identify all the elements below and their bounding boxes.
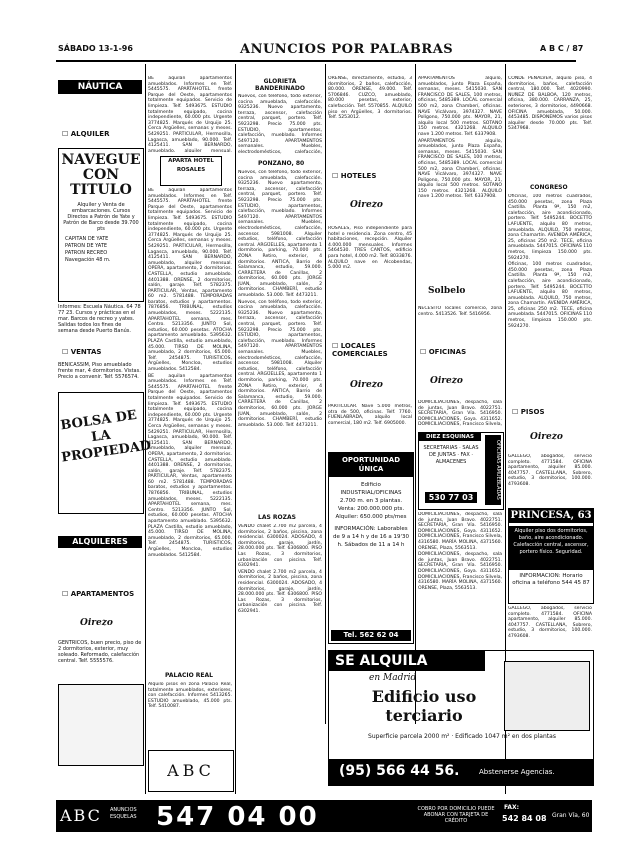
diez-body: SECRETARIAS · SALAS DE JUNTAS · FAX · ALMACENES — [423, 445, 479, 465]
bottom-info: COBRO POR DOMICILIO PUEDE ABONAR CON TARJETA DE CRÉDITO — [417, 806, 495, 824]
diez-title: DIEZ ESQUINAS — [419, 433, 481, 441]
ad-text-c3: Nuevos, con teléfono, todo exterior, cocina amueblada, calefacción. 9325236. Nuevo apartamento, terraza, ascensor, calefacción central, parquet, portero. Telf. 5923298. Precio 75.000 pts. ESTUDIO, apartamentos, calefacción, mueblado. Informes 5497120. APARTAMENTOS semanales. Muebles, electrodomésticos, calefacción, — [238, 94, 322, 154]
bottom-label: ANUNCIOS ESQUELAS — [110, 807, 137, 820]
section-alquiler-label: ALQUILER — [70, 130, 110, 138]
section-ventas: ☐ VENTAS — [62, 348, 102, 356]
column-6-mid — [508, 194, 592, 394]
ad-text-c6a: CONDE PEÑALVER, alquilo piso, 4 dormitorios, baños, calefacción central, 180.000. Telf. 4020990. NUÑEZ DE BALBOA, 120 metros, oficina, 380.000. CARRANZA, 25, exteriores, 3 dormitorios, 4490668. OFICINA amueblada, 50.000. 4453485. DISPONEMOS varios pisos alquiler desde 70.000 pts. Telf. 5347968. — [508, 76, 592, 132]
section-hoteles: ☐ HOTELES — [332, 172, 377, 180]
navegue-item: PATRON RECREO — [65, 250, 108, 256]
oportunidad-title: OPORTUNIDAD ÚNICA — [329, 453, 413, 477]
ad-text-c2-cont2: BE aquilan apartamentos amueblados. Informes en Telf. 5445575. APARTAHOTEL frente Parque del Oeste, apartamentos totalmente equipados. Servicio de limpieza. Telf. 5493675. ESTUDIO totalmente equipado, cocina independiente, 60.000 pts. Urgente 3774825. Marqués de Urquijo 25. Cerca Argüelles, semanas y meses. 5429251. PARTICULAR, Hermosilla, Lagasca, amueblado, 90.000. Telf. 4125411. SAN BERNARDO, amueblado, alquiler mensual. OPERA, apartamento, 2 dormitorios. CASTELLA, estudio amueblado. 4401388. ORENSE, 2 dormitorios, salón, garaje. Telf. 5782375. PARTICULAR, Ventas, apartamento 60 m2. 5781488. TEMPORADAS baratos, estudios y apartamentos. 7876856. TRIBUNAL, estudios amueblados, meses. 5222135. APARTAHOTEL semana, mes. Centro. 5213356. JUNTO Sol, estudios, 60.000 pesetas. ATOCHA apartamento amueblado. 5395632. PLAZA Castilla, estudio amueblado, 45.000. TIRSO DE MOLINA, amueblado, 2 dormitorios, 65.000. Telf. 2454875. TURISTICOS, Argüelles, Moncloa, estudios amueblados. 5412584. — [148, 373, 232, 558]
oirezo-logo: Oirezo — [350, 380, 383, 390]
ad-text-c3b-cont: VENDO chalet 2.700 m2 parcela, 4 dormitorios, 2 baños, piscina, zona residencial. 6300024. ADOSADO, 4 dormitorios, garaje, jardín, 28.000.000 pts. Telf. 6306800. PISO Las Rozas, 3 dormitorios, urbanización con piscina. Telf. 6302941. — [238, 569, 322, 614]
column-5-oficinas — [418, 400, 502, 426]
alquila-tail: Abstenerse Agencias. — [479, 768, 555, 776]
ad-text-c1c: GENTRICOS, buen precio, piso de 2 dormitorios, exterior, muy soleado. Reformado, calefacción central. Telf. 5555576. — [58, 640, 142, 664]
column-6-top — [508, 76, 592, 172]
ad-text-c5c: DOMICILIACIONES, despacho, sala de juntas, Juan Bravo. 4022751. SECRETARIA, Gran Vía. 5416950. DOMICILIACIONES, Goya. 4311652. DOMICILIACIONES, Francisco Silvela, — [418, 400, 502, 426]
princesa-title: PRINCESA, 63 — [510, 510, 592, 521]
bolsa-title: BOLSA DE LA PROPIEDAD — [59, 407, 153, 466]
header-date: SÁBADO 13-1-96 — [58, 44, 133, 53]
column-3-rozas — [238, 524, 322, 724]
ad-text-c5b: NECESITO locales comercio, zona centro. 5413526. Telf. 5416956. — [418, 306, 502, 317]
section-locales-label: LOCALES COMERCIALES — [332, 342, 388, 358]
bottom-fax-label: FAX: — [504, 804, 520, 811]
ad-text-c1b: BENICASSIM, Piso amueblado frente mar, 4 dormitorios. Vistas. Precio a convenir. Telf. 5576574. — [58, 362, 141, 380]
ad-text-c2: BE aquilan apartamentos amueblados. Informes en Telf. 5445575. APARTAHOTEL frente Parque del Oeste, apartamentos totalmente equipados. Servicio de limpieza. Telf. 5493675. ESTUDIO totalmente equipado, cocina independiente, 60.000 pts. Urgente 3774825. Marqués de Urquijo 25. Cerca Argüelles, semanas y meses. 5429251. PARTICULAR, Hermosilla, Lagasca, amueblado, 90.000. Telf. 4125411. SAN BERNARDO, amueblado, alquiler mensual. — [148, 76, 232, 152]
section-pisos-label: PISOS — [520, 408, 545, 416]
oportunidad-phone: Tel. 562 62 04 — [331, 630, 411, 641]
ad-text-c3-cont2: Nuevos, con teléfono, todo exterior, cocina amueblada, calefacción. 9325236. Nuevo apartamento, terraza, ascensor, calefacción central, parquet, portero. Telf. 5923298. Precio 75.000 pts. ESTUDIO, apartamentos, calefacción, mueblado. Informes 5497120. APARTAMENTOS semanales. Muebles, electrodomésticos, calefacción, ascensor. 5981008. Alquiler estudios, teléfono, calefacción central. ARGÜELLES, apartamento 1 dormitorio, parking, 70.000 pts. ZONA Retiro, exterior, 4 dormitorios. ANTICA, Barrio de Salamanca, estudio, 59.000. CARRETERA de Canillas, 2 dormitorios, 60.000 pts. JORGE JUAN, amueblado, salón, 2 dormitorios. CHAMBERÍ, estudio amueblado. 53.000. Telf. 4473211. — [238, 299, 322, 428]
location-map-image — [504, 661, 590, 731]
ad-text-c4c: PARTICULAR. Nave 5.000 metros, otra de 500, oficinas. Telf. 7760. FUENLABRADA, alquilo local comercial, 180 m2. Telf. 6905000. — [328, 404, 412, 426]
ad-text-c6b-cont: Oficinas, 100 metros cuadrados, 450.000 pesetas, zona Plaza Castilla. Planta 9ª, 150 m2, calefacción, aire acondicionado, portero. Telf. 5495244. BOCETTO LAFUENTE, alquilo 80 metros, amueblada. ALQUILO, 750 metros, zona Chamartín. AVENIDA AMÉRICA, 25, oficinas 250 m2. TECE, oficina amueblada. 5447015. OFICINAS 110 metros, limpieza 150.000 pts. 5924270. — [508, 262, 592, 329]
diez-phone: 530 77 03 — [425, 492, 477, 503]
alquila-phone: (95) 566 44 56. — [339, 763, 460, 779]
section-ponzano: PONZANO, 80 — [258, 160, 305, 167]
oportunidad-info: INFORMACIÓN: Laborables de 9 a 14 h y de 16 a 19'30 h. Sábados de 11 a 14 h — [333, 526, 409, 548]
alquila-subtitle: en Madrid — [369, 673, 417, 683]
princesa-body: Alquiler piso dos dormitorios, baño, aire acondicionado. Calefacción central, ascensor, portero físico. Seguridad. — [509, 526, 593, 570]
column-divider — [325, 64, 326, 724]
oficinas-vertical: OFICINAS AMUEBLADAS — [485, 435, 501, 505]
column-3-top — [238, 94, 322, 154]
section-oficinas-label: OFICINAS — [428, 348, 467, 356]
column-2-top — [148, 76, 232, 152]
section-glorieta: GLORIETA BANDERINADO — [255, 78, 305, 92]
alquila-main: Edificio uso terciario — [371, 687, 477, 725]
section-apartamentos-label: APARTAMENTOS — [70, 590, 135, 598]
bottom-tail: Gran Vía, 60 — [552, 812, 590, 819]
column-divider — [145, 64, 146, 794]
ad-text-c6c: GALLEGO, abogados, servicio completo. 4771584. OFICINA apartamento, alquiler 85.000. 4047757. CASTELLANA, Sobrero, estudio, 3 dormitorios, 100.000. 4793608. — [508, 454, 592, 487]
section-alquiler: ☐ ALQUILER — [62, 130, 110, 138]
oportunidad-body: Edificio INDUSTRIAL/OFICINAS 2.700 m. en 3 plantas. Venta: 200.000.000 pts. Alquiler: 650.000 pts/mes — [335, 482, 407, 520]
section-pisos: ☐ PISOS — [512, 408, 545, 416]
princesa-info: INFORMACIÓN: Horario oficina a teléfono 544 45 87 — [512, 573, 590, 586]
oirezo-logo: Oirezo — [350, 200, 383, 210]
column-3-body — [238, 170, 322, 510]
column-4-top — [328, 76, 412, 160]
section-locales: ☐ LOCALES COMERCIALES — [332, 342, 388, 358]
navegue-item: PATRON DE YATE — [65, 243, 108, 249]
se-alquila-ad — [328, 650, 594, 786]
navegue-item: CAPITAN DE YATE — [65, 236, 109, 242]
column-divider — [415, 64, 416, 724]
abc-logo: ABC — [148, 750, 234, 792]
oirezo-logo: Oirezo — [530, 432, 563, 442]
section-congreso: CONGRESO — [530, 184, 568, 191]
ad-text-c3-cont: Nuevos, con teléfono, todo exterior, cocina amueblada, calefacción. 9325236. Nuevo apartamento, terraza, ascensor, calefacción central, parquet, portero. Telf. 5923298. Precio 75.000 pts. ESTUDIO, apartamentos, calefacción, mueblado. Informes 5497120. APARTAMENTOS semanales. Muebles, electrodomésticos, calefacción, ascensor. 5981008. Alquiler estudios, teléfono, calefacción central. ARGÜELLES, apartamento 1 dormitorio, parking, 70.000 pts. ZONA Retiro, exterior, 4 dormitorios. ANTICA, Barrio de Salamanca, estudio, 59.000. CARRETERA de Canillas, 2 dormitorios, 60.000 pts. JORGE JUAN, amueblado, salón, 2 dormitorios. CHAMBERÍ, estudio amueblado. 53.000. Telf. 4473211. — [238, 170, 322, 299]
alquila-title: SE ALQUILA — [329, 651, 485, 671]
column-6-bottom — [508, 606, 592, 646]
column-5-top — [418, 76, 502, 276]
bottom-banner — [56, 800, 592, 832]
ad-text-c4b: ROSALES, Piso independiente para hotel o residencia. Zona centro, 45 habitaciones, recepción. Alquiler 4.000.000 mensuales. Informes 5464530. TRES CANTOS, edificio para hotel, 4.000 m2. Telf. 8033876. ALQUILO nave en Alcobendas, 5.000 m2. — [328, 226, 412, 271]
navegue-ad — [58, 148, 144, 302]
bottom-phone: 547 04 00 — [156, 802, 319, 832]
ad-text-c5a-cont: APARTAMENTOS alquilo, amueblados, junto Plaza España, semanas, meses. 5415030. SAN FRANCISCO DE SALES, 100 metros, oficinas, 5485389. LOCAL comercial 500 m2, zona Chamberí, oficinas. NAVE Vicálvaro, 3974327. NAVE Polígono, 750.000 pts. MAYOR, 21, alquilo local 500 metros. SOTANO 150 metros. 4321268. ALQUILO nave 1.200 metros. Telf. 6337908. — [418, 138, 502, 200]
ad-text-c6b: Oficinas, 100 metros cuadrados, 450.000 pesetas, zona Plaza Castilla. Planta 9ª, 150 m2, calefacción, aire acondicionado, portero. Telf. 5495244. BOCETTO LAFUENTE, alquilo 80 metros, amueblada. ALQUILO, 750 metros, zona Chamartín. AVENIDA AMÉRICA, 25, oficinas 250 m2. TECE, oficina amueblada. 5447015. OFICINAS 110 metros, limpieza 150.000 pts. 5924270. — [508, 194, 592, 261]
column-4-hoteles — [328, 226, 412, 336]
column-5-bottom — [418, 512, 502, 672]
ad-text-c3c: Alquilo pisos en zona Palacio Real, totalmente amueblados, exteriores, con calefacción. Informes 5413265. ESTUDIO amueblado, 45.000 pts. Telf. 5410087. — [148, 682, 232, 710]
bottom-abc: ABC — [60, 806, 102, 825]
navegue-subtitle: Alquiler y Venta de embarcaciones. Cursos Directos a Patrón de Yate y Patrón de Barco desde 39.700 pts — [63, 202, 139, 232]
section-hoteles-label: HOTELES — [340, 172, 377, 180]
ad-text-c3b: VENDO chalet 2.700 m2 parcela, 4 dormitorios, 2 baños, piscina, zona residencial. 6300024. ADOSADO, 4 dormitorios, garaje, jardín, 28.000.000 pts. Telf. 6306800. PISO Las Rozas, 3 dormitorios, urbanización con piscina. Telf. 6302941. — [238, 524, 322, 569]
ad-text-c1a: Informes: Escuela Náutica. 64 78 77 23. Cursos y prácticas en el mar. Barcos de recreo y yates. Salidas todos los fines de semana desde Puerto Banús. — [58, 304, 141, 334]
navegue-item: Navegación 48 m. — [65, 257, 111, 263]
header-rule — [56, 60, 576, 62]
ad-text-c5a: APARTAMENTOS alquilo, amueblados, junto Plaza España, semanas, meses. 5415030. SAN FRANCISCO DE SALES, 100 metros, oficinas, 5485389. LOCAL comercial 500 m2, zona Chamberí, oficinas. NAVE Vicálvaro, 3974327. NAVE Polígono, 750.000 pts. MAYOR, 21, alquilo local 500 metros. SOTANO 150 metros. 4321268. ALQUILO nave 1.200 metros. Telf. 6337908. — [418, 76, 502, 137]
ad-text-c4a: ORENSE, directamente, estudio, 3 dormitorios, 2 baños, calefacción, 80.000. ORENSE, 49.000. Telf. 5706846. CUZCO, amueblado, 80.000 pesetas, exterior, calefacción. Telf. 5570855. ALQUILO piso en Argüelles, 3 dormitorios. Telf. 5253012. — [328, 76, 412, 121]
section-nautica: NÁUTICA — [58, 80, 142, 94]
princesa-ad — [508, 508, 594, 604]
section-las-rozas: LAS ROZAS — [258, 514, 296, 521]
alquila-detail: Superficie parcela 2000 m² · Edificado 1047 m² en dos plantas — [368, 733, 556, 740]
ad-text-c6c-cont: GALLEGO, abogados, servicio completo. 4771584. OFICINA apartamento, alquiler 85.000. 4047757. CASTELLANA, Sobrero, estudio, 3 dormitorios, 100.000. 4793608. — [508, 606, 592, 639]
ad-text-c5c-cont: DOMICILIACIONES, despacho, sala de juntas, Juan Bravo. 4022751. SECRETARIA, Gran Vía. 5416950. DOMICILIACIONES, Goya. 4311652. DOMICILIACIONES, Francisco Silvela, 4316580. MARÍA MOLINA, 4371560. ORENSE, Plaza, 5563513. — [418, 512, 502, 551]
diez-esquinas-ad — [418, 432, 504, 510]
column-5-mid — [418, 306, 502, 342]
apartahotel-ad: APARTA HOTEL ROSALES — [160, 156, 222, 186]
section-palacio-real: PALACIO REAL — [165, 672, 213, 679]
page-number: A B C / 87 — [540, 44, 584, 53]
oportunidad-ad — [328, 452, 414, 644]
navegue-title: NAVEGUE CON TITULO — [61, 152, 141, 198]
page-title: ANUNCIOS POR PALABRAS — [240, 42, 454, 57]
column-2-palacio — [148, 682, 232, 742]
section-alquileres: ALQUILERES — [58, 536, 142, 548]
apartamentos-estudios-ad — [58, 684, 144, 766]
column-2-body — [148, 188, 232, 668]
column-divider — [235, 64, 236, 794]
bottom-fax: 542 84 08 — [502, 814, 547, 823]
section-oficinas: ☐ OFICINAS — [420, 348, 467, 356]
oirezo-logo: Oirezo — [80, 618, 113, 628]
bolsa-ad — [58, 392, 153, 514]
oirezo-logo: Oirezo — [430, 376, 463, 386]
ad-text-c5c-cont2: DOMICILIACIONES, despacho, sala de juntas, Juan Bravo. 4022751. SECRETARIA, Gran Vía. 5416950. DOMICILIACIONES, Goya. 4311652. DOMICILIACIONES, Francisco Silvela, 4316580. MARÍA MOLINA, 4371560. ORENSE, Plaza, 5563513. — [418, 552, 502, 591]
alquila-phone-bar — [329, 759, 593, 785]
solbelo-logo: Solbelo — [428, 286, 466, 296]
ad-text-c2-cont: BE aquilan apartamentos amueblados. Informes en Telf. 5445575. APARTAHOTEL frente Parque del Oeste, apartamentos totalmente equipados. Servicio de limpieza. Telf. 5493675. ESTUDIO totalmente equipado, cocina independiente, 60.000 pts. Urgente 3774825. Marqués de Urquijo 25. Cerca Argüelles, semanas y meses. 5429251. PARTICULAR, Hermosilla, Lagasca, amueblado, 90.000. Telf. 4125411. SAN BERNARDO, amueblado, alquiler mensual. OPERA, apartamento, 2 dormitorios. CASTELLA, estudio amueblado. 4401388. ORENSE, 2 dormitorios, salón, garaje. Telf. 5782375. PARTICULAR, Ventas, apartamento 60 m2. 5781488. TEMPORADAS baratos, estudios y apartamentos. 7876856. TRIBUNAL, estudios amueblados, meses. 5222135. APARTAHOTEL semana, mes. Centro. 5213356. JUNTO Sol, estudios, 60.000 pesetas. ATOCHA apartamento amueblado. 5395632. PLAZA Castilla, estudio amueblado, 45.000. TIRSO DE MOLINA, amueblado, 2 dormitorios, 65.000. Telf. 2454875. TURISTICOS, Argüelles, Moncloa, estudios amueblados. 5412584. — [148, 188, 232, 372]
column-4-locales — [328, 404, 412, 448]
column-6-pisos — [508, 454, 592, 504]
section-ventas-label: VENTAS — [70, 348, 102, 356]
navegue-list — [65, 236, 137, 264]
section-apartamentos: ☐ APARTAMENTOS — [62, 590, 135, 598]
